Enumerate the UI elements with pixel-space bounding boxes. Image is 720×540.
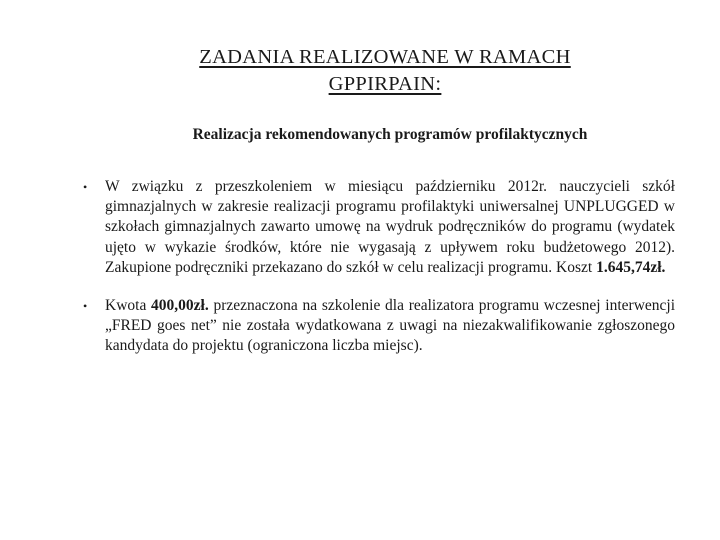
bullet-item-fred: [75, 296, 675, 357]
slide-subtitle: Realizacja rekomendowanych programów profilaktycznych: [192, 126, 588, 143]
slide-title: [110, 44, 660, 98]
bullet-prefix: Kwota: [105, 297, 152, 315]
bullet-dot-icon: •: [83, 180, 88, 194]
bullet-item-unplugged: [75, 177, 675, 278]
title-line-2: GPPIRPAIN:: [328, 73, 442, 95]
bullet-text: W związku z przeszkoleniem w miesiącu październiku 2012r. nauczycieli szkół gimnazjalnych w zakresie realizacji programu profilaktyki uniwersalnej UNPLUGGED w szkołach gimnazjalnych zawarto umowę na wydruk podręczników do programu (wydatek ujęto w wykazie środków, które nie wygasają z upływem roku budżetowego 2012). Zakupione podręczniki przekazano do szkół w celu realizacji programu. Koszt: [105, 178, 675, 276]
title-line-1: ZADANIA REALIZOWANE W RAMACH: [199, 46, 571, 68]
bullet-dot-icon: •: [83, 299, 88, 314]
bullet-amount: 400,00zł.: [151, 297, 209, 315]
bullet-amount: 1.645,74zł.: [596, 258, 666, 276]
bullet-text: przeznaczona na szkolenie dla realizatora programu wczesnej interwencji „FRED goes net” nie została wydatkowana z uwagi na niezakwalifikowanie zgłoszonego kandydata do projektu (ograniczona liczba miejsc).: [105, 297, 676, 355]
bullet-list: [75, 177, 675, 357]
